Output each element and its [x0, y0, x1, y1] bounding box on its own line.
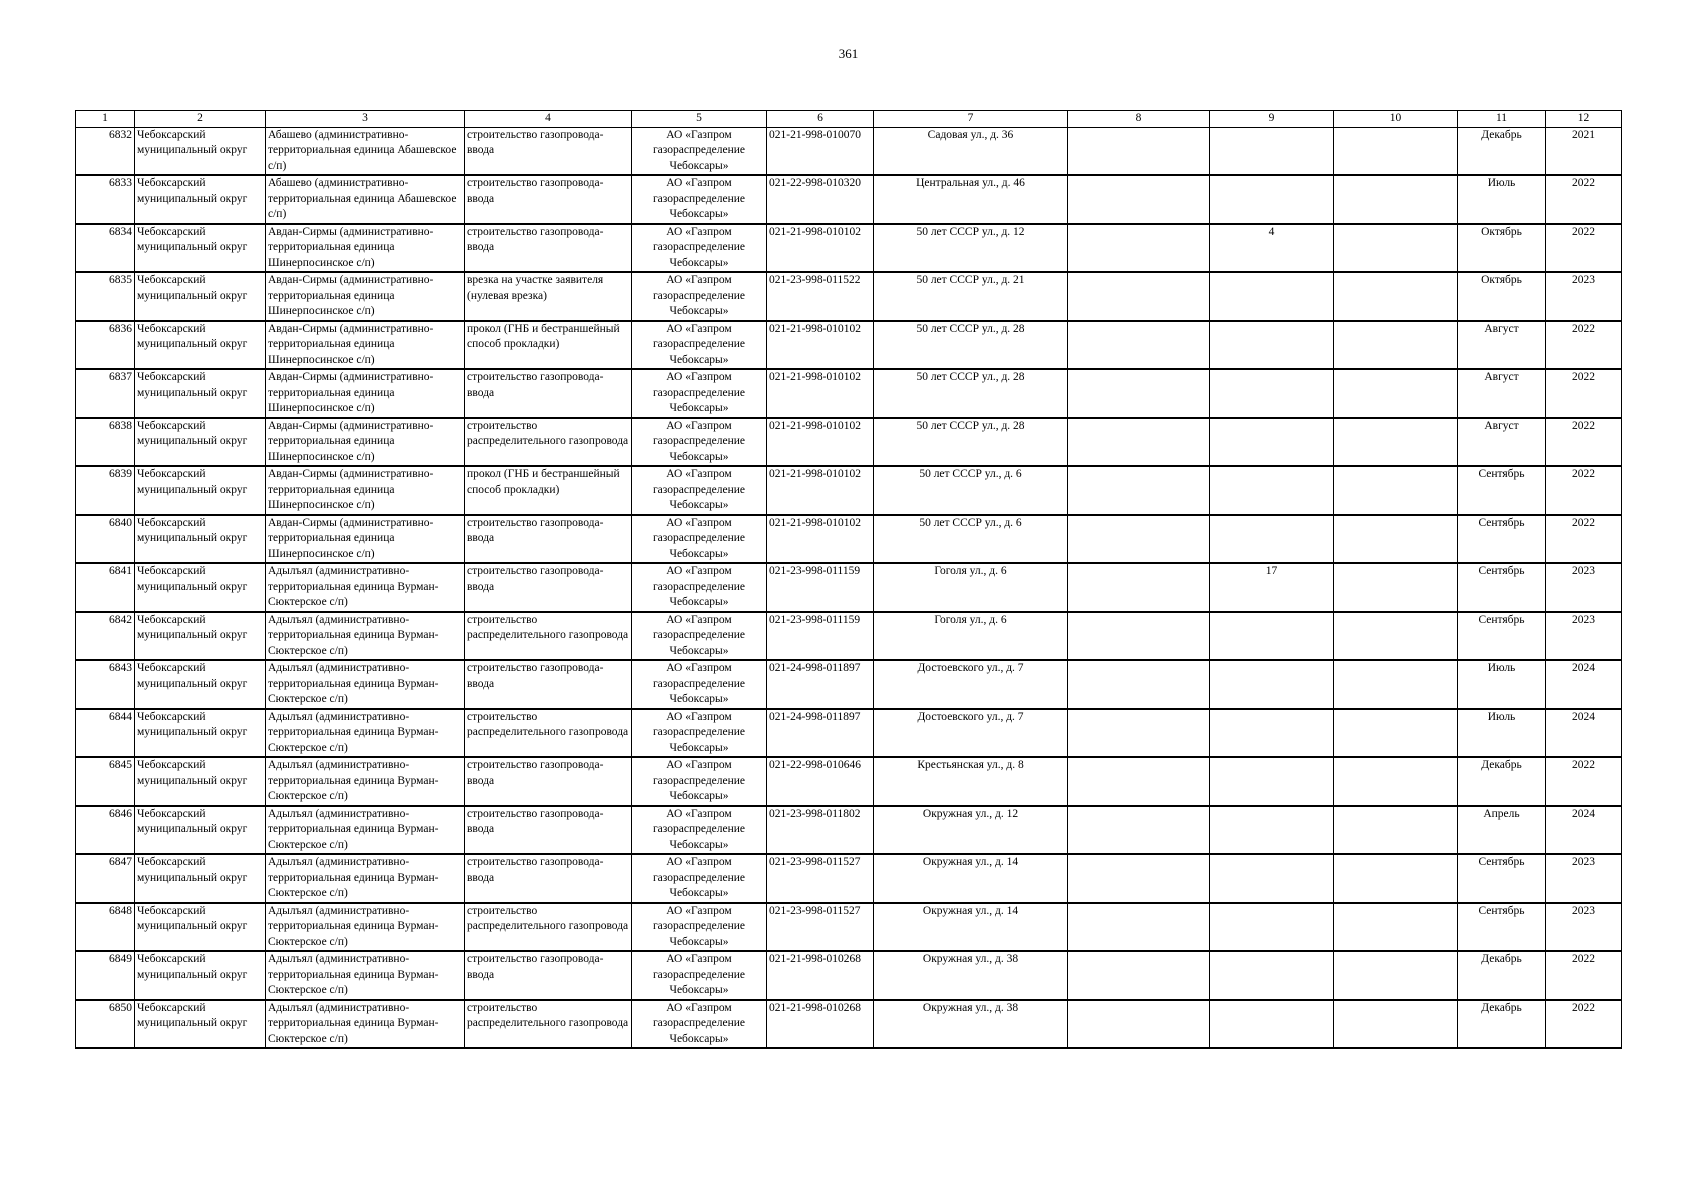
cell-organization: АО «Газпром газораспределение Чебоксары»	[632, 757, 767, 806]
cell-application-number: 021-24-998-011897	[767, 660, 874, 709]
cell-address: Окружная ул., д. 38	[874, 951, 1068, 1000]
cell-district: Чебоксарский муниципальный округ	[135, 127, 266, 175]
cell-settlement: Адылъял (административно-территориальная единица Вурман-Сюктерское с/п)	[266, 1000, 465, 1049]
cell-col-8	[1068, 806, 1210, 855]
cell-work-type: прокол (ГНБ и бестраншейный способ прокладки)	[465, 321, 632, 370]
data-table	[75, 110, 1622, 1049]
cell-address: 50 лет СССР ул., д. 6	[874, 515, 1068, 564]
cell-application-number: 021-23-998-011522	[767, 272, 874, 321]
cell-organization: АО «Газпром газораспределение Чебоксары»	[632, 854, 767, 903]
cell-row-number: 6849	[76, 951, 135, 1000]
cell-year: 2022	[1546, 515, 1622, 564]
cell-month: Август	[1458, 369, 1546, 418]
cell-district: Чебоксарский муниципальный округ	[135, 563, 266, 612]
cell-col-8	[1068, 224, 1210, 273]
cell-col-10	[1334, 709, 1458, 758]
cell-col-10	[1334, 418, 1458, 467]
cell-settlement: Авдан-Сирмы (административно-территориальная единица Шинерпосинское с/п)	[266, 272, 465, 321]
cell-month: Сентябрь	[1458, 515, 1546, 564]
cell-month: Апрель	[1458, 806, 1546, 855]
cell-col-10	[1334, 224, 1458, 273]
cell-month: Июль	[1458, 175, 1546, 224]
cell-address: Центральная ул., д. 46	[874, 175, 1068, 224]
cell-col-9: 17	[1210, 563, 1334, 612]
cell-organization: АО «Газпром газораспределение Чебоксары»	[632, 951, 767, 1000]
cell-year: 2023	[1546, 563, 1622, 612]
cell-work-type: строительство газопровода-ввода	[465, 757, 632, 806]
cell-col-8	[1068, 612, 1210, 661]
cell-col-9	[1210, 903, 1334, 952]
cell-year: 2022	[1546, 175, 1622, 224]
cell-address: 50 лет СССР ул., д. 12	[874, 224, 1068, 273]
cell-work-type: строительство распределительного газопровода	[465, 418, 632, 467]
cell-settlement: Адылъял (административно-территориальная единица Вурман-Сюктерское с/п)	[266, 612, 465, 661]
cell-month: Декабрь	[1458, 951, 1546, 1000]
cell-year: 2022	[1546, 418, 1622, 467]
table-row	[76, 1000, 1622, 1049]
column-header-8: 8	[1068, 111, 1210, 128]
cell-col-9	[1210, 127, 1334, 175]
cell-address: 50 лет СССР ул., д. 28	[874, 418, 1068, 467]
table-row	[76, 127, 1622, 175]
table-row	[76, 757, 1622, 806]
cell-col-8	[1068, 369, 1210, 418]
cell-col-10	[1334, 466, 1458, 515]
cell-address: Окружная ул., д. 38	[874, 1000, 1068, 1049]
cell-application-number: 021-23-998-011159	[767, 563, 874, 612]
cell-year: 2022	[1546, 1000, 1622, 1049]
cell-settlement: Адылъял (административно-территориальная единица Вурман-Сюктерское с/п)	[266, 563, 465, 612]
column-header-3: 3	[266, 111, 465, 128]
cell-col-10	[1334, 515, 1458, 564]
cell-row-number: 6844	[76, 709, 135, 758]
cell-application-number: 021-21-998-010102	[767, 321, 874, 370]
cell-application-number: 021-21-998-010102	[767, 369, 874, 418]
cell-settlement: Авдан-Сирмы (административно-территориальная единица Шинерпосинское с/п)	[266, 224, 465, 273]
cell-application-number: 021-21-998-010070	[767, 127, 874, 175]
cell-month: Июль	[1458, 709, 1546, 758]
cell-col-8	[1068, 418, 1210, 467]
cell-year: 2022	[1546, 369, 1622, 418]
cell-month: Август	[1458, 418, 1546, 467]
cell-year: 2023	[1546, 903, 1622, 952]
cell-district: Чебоксарский муниципальный округ	[135, 272, 266, 321]
cell-year: 2024	[1546, 660, 1622, 709]
cell-row-number: 6840	[76, 515, 135, 564]
cell-application-number: 021-21-998-010102	[767, 466, 874, 515]
table-body	[76, 127, 1622, 1048]
cell-row-number: 6839	[76, 466, 135, 515]
cell-month: Сентябрь	[1458, 563, 1546, 612]
cell-address: Гоголя ул., д. 6	[874, 612, 1068, 661]
cell-organization: АО «Газпром газораспределение Чебоксары»	[632, 466, 767, 515]
cell-row-number: 6846	[76, 806, 135, 855]
cell-row-number: 6848	[76, 903, 135, 952]
cell-address: 50 лет СССР ул., д. 28	[874, 369, 1068, 418]
header-row	[76, 111, 1622, 128]
cell-address: Достоевского ул., д. 7	[874, 660, 1068, 709]
cell-organization: АО «Газпром газораспределение Чебоксары»	[632, 660, 767, 709]
cell-district: Чебоксарский муниципальный округ	[135, 1000, 266, 1049]
column-header-6: 6	[767, 111, 874, 128]
table-row	[76, 224, 1622, 273]
cell-month: Август	[1458, 321, 1546, 370]
cell-settlement: Адылъял (административно-территориальная единица Вурман-Сюктерское с/п)	[266, 951, 465, 1000]
cell-col-8	[1068, 515, 1210, 564]
cell-application-number: 021-23-998-011159	[767, 612, 874, 661]
cell-district: Чебоксарский муниципальный округ	[135, 757, 266, 806]
cell-organization: АО «Газпром газораспределение Чебоксары»	[632, 127, 767, 175]
cell-col-9	[1210, 515, 1334, 564]
cell-col-10	[1334, 175, 1458, 224]
cell-col-10	[1334, 1000, 1458, 1049]
cell-col-9	[1210, 175, 1334, 224]
cell-month: Сентябрь	[1458, 854, 1546, 903]
cell-month: Октябрь	[1458, 224, 1546, 273]
cell-district: Чебоксарский муниципальный округ	[135, 951, 266, 1000]
table-row	[76, 272, 1622, 321]
cell-settlement: Адылъял (административно-территориальная единица Вурман-Сюктерское с/п)	[266, 660, 465, 709]
table-row	[76, 806, 1622, 855]
cell-settlement: Адылъял (административно-территориальная единица Вурман-Сюктерское с/п)	[266, 854, 465, 903]
cell-year: 2021	[1546, 127, 1622, 175]
cell-address: 50 лет СССР ул., д. 21	[874, 272, 1068, 321]
cell-work-type: строительство газопровода-ввода	[465, 175, 632, 224]
cell-district: Чебоксарский муниципальный округ	[135, 224, 266, 273]
cell-work-type: прокол (ГНБ и бестраншейный способ прокладки)	[465, 466, 632, 515]
cell-work-type: строительство газопровода-ввода	[465, 127, 632, 175]
cell-row-number: 6837	[76, 369, 135, 418]
cell-application-number: 021-23-998-011527	[767, 903, 874, 952]
cell-year: 2022	[1546, 224, 1622, 273]
column-header-5: 5	[632, 111, 767, 128]
table-row	[76, 903, 1622, 952]
cell-work-type: строительство распределительного газопровода	[465, 1000, 632, 1049]
cell-work-type: строительство газопровода-ввода	[465, 806, 632, 855]
cell-application-number: 021-21-998-010102	[767, 515, 874, 564]
cell-col-9	[1210, 709, 1334, 758]
cell-year: 2022	[1546, 466, 1622, 515]
cell-work-type: строительство газопровода-ввода	[465, 224, 632, 273]
cell-application-number: 021-21-998-010268	[767, 951, 874, 1000]
cell-col-9	[1210, 418, 1334, 467]
cell-col-10	[1334, 563, 1458, 612]
column-header-7: 7	[874, 111, 1068, 128]
cell-col-8	[1068, 951, 1210, 1000]
cell-col-8	[1068, 903, 1210, 952]
cell-organization: АО «Газпром газораспределение Чебоксары»	[632, 224, 767, 273]
cell-address: Окружная ул., д. 14	[874, 903, 1068, 952]
cell-row-number: 6835	[76, 272, 135, 321]
cell-district: Чебоксарский муниципальный округ	[135, 321, 266, 370]
cell-row-number: 6838	[76, 418, 135, 467]
cell-year: 2023	[1546, 272, 1622, 321]
cell-row-number: 6845	[76, 757, 135, 806]
cell-col-9	[1210, 321, 1334, 370]
cell-month: Декабрь	[1458, 127, 1546, 175]
cell-address: 50 лет СССР ул., д. 28	[874, 321, 1068, 370]
cell-col-9	[1210, 369, 1334, 418]
cell-col-10	[1334, 951, 1458, 1000]
cell-row-number: 6850	[76, 1000, 135, 1049]
cell-col-10	[1334, 806, 1458, 855]
cell-month: Сентябрь	[1458, 612, 1546, 661]
cell-col-9	[1210, 806, 1334, 855]
cell-col-8	[1068, 709, 1210, 758]
column-header-1: 1	[76, 111, 135, 128]
cell-row-number: 6841	[76, 563, 135, 612]
cell-year: 2024	[1546, 806, 1622, 855]
cell-month: Июль	[1458, 660, 1546, 709]
cell-settlement: Авдан-Сирмы (административно-территориальная единица Шинерпосинское с/п)	[266, 369, 465, 418]
cell-settlement: Абашево (административно-территориальная единица Абашевское с/п)	[266, 175, 465, 224]
cell-work-type: строительство газопровода-ввода	[465, 854, 632, 903]
cell-address: Крестьянская ул., д. 8	[874, 757, 1068, 806]
cell-col-9	[1210, 951, 1334, 1000]
cell-address: Садовая ул., д. 36	[874, 127, 1068, 175]
cell-settlement: Адылъял (административно-территориальная единица Вурман-Сюктерское с/п)	[266, 709, 465, 758]
cell-address: 50 лет СССР ул., д. 6	[874, 466, 1068, 515]
cell-district: Чебоксарский муниципальный округ	[135, 466, 266, 515]
cell-district: Чебоксарский муниципальный округ	[135, 515, 266, 564]
cell-col-8	[1068, 854, 1210, 903]
cell-address: Окружная ул., д. 14	[874, 854, 1068, 903]
cell-col-10	[1334, 854, 1458, 903]
column-header-10: 10	[1334, 111, 1458, 128]
cell-district: Чебоксарский муниципальный округ	[135, 709, 266, 758]
table-row	[76, 418, 1622, 467]
table-row	[76, 175, 1622, 224]
cell-col-8	[1068, 272, 1210, 321]
table-row	[76, 466, 1622, 515]
cell-organization: АО «Газпром газораспределение Чебоксары»	[632, 806, 767, 855]
cell-work-type: строительство распределительного газопровода	[465, 709, 632, 758]
cell-col-8	[1068, 563, 1210, 612]
column-header-4: 4	[465, 111, 632, 128]
cell-col-10	[1334, 127, 1458, 175]
cell-month: Октябрь	[1458, 272, 1546, 321]
cell-application-number: 021-22-998-010320	[767, 175, 874, 224]
cell-row-number: 6832	[76, 127, 135, 175]
cell-district: Чебоксарский муниципальный округ	[135, 175, 266, 224]
cell-work-type: строительство газопровода-ввода	[465, 951, 632, 1000]
cell-row-number: 6836	[76, 321, 135, 370]
cell-col-10	[1334, 321, 1458, 370]
cell-row-number: 6842	[76, 612, 135, 661]
cell-month: Сентябрь	[1458, 903, 1546, 952]
table-row	[76, 660, 1622, 709]
table-row	[76, 612, 1622, 661]
cell-organization: АО «Газпром газораспределение Чебоксары»	[632, 175, 767, 224]
table-row	[76, 321, 1622, 370]
cell-row-number: 6847	[76, 854, 135, 903]
cell-month: Сентябрь	[1458, 466, 1546, 515]
page-number: 361	[838, 46, 859, 61]
table-row	[76, 951, 1622, 1000]
cell-settlement: Авдан-Сирмы (административно-территориальная единица Шинерпосинское с/п)	[266, 418, 465, 467]
column-header-2: 2	[135, 111, 266, 128]
cell-application-number: 021-21-998-010102	[767, 224, 874, 273]
cell-col-9	[1210, 272, 1334, 321]
cell-col-10	[1334, 612, 1458, 661]
cell-month: Декабрь	[1458, 1000, 1546, 1049]
cell-settlement: Адылъял (административно-территориальная единица Вурман-Сюктерское с/п)	[266, 903, 465, 952]
column-header-11: 11	[1458, 111, 1546, 128]
cell-col-10	[1334, 369, 1458, 418]
cell-row-number: 6843	[76, 660, 135, 709]
cell-application-number: 021-24-998-011897	[767, 709, 874, 758]
cell-organization: АО «Газпром газораспределение Чебоксары»	[632, 612, 767, 661]
cell-col-9	[1210, 1000, 1334, 1049]
cell-row-number: 6833	[76, 175, 135, 224]
cell-address: Окружная ул., д. 12	[874, 806, 1068, 855]
column-header-9: 9	[1210, 111, 1334, 128]
cell-col-9	[1210, 466, 1334, 515]
cell-organization: АО «Газпром газораспределение Чебоксары»	[632, 563, 767, 612]
cell-application-number: 021-23-998-011527	[767, 854, 874, 903]
cell-address: Достоевского ул., д. 7	[874, 709, 1068, 758]
column-header-12: 12	[1546, 111, 1622, 128]
cell-year: 2022	[1546, 321, 1622, 370]
cell-settlement: Авдан-Сирмы (административно-территориальная единица Шинерпосинское с/п)	[266, 466, 465, 515]
cell-application-number: 021-23-998-011802	[767, 806, 874, 855]
cell-organization: АО «Газпром газораспределение Чебоксары»	[632, 1000, 767, 1049]
cell-application-number: 021-22-998-010646	[767, 757, 874, 806]
cell-work-type: строительство газопровода-ввода	[465, 563, 632, 612]
cell-organization: АО «Газпром газораспределение Чебоксары»	[632, 321, 767, 370]
cell-district: Чебоксарский муниципальный округ	[135, 418, 266, 467]
cell-settlement: Адылъял (административно-территориальная единица Вурман-Сюктерское с/п)	[266, 806, 465, 855]
cell-col-9	[1210, 854, 1334, 903]
cell-year: 2022	[1546, 757, 1622, 806]
cell-district: Чебоксарский муниципальный округ	[135, 660, 266, 709]
cell-row-number: 6834	[76, 224, 135, 273]
cell-work-type: строительство газопровода-ввода	[465, 369, 632, 418]
cell-district: Чебоксарский муниципальный округ	[135, 806, 266, 855]
cell-work-type: строительство распределительного газопровода	[465, 612, 632, 661]
table-row	[76, 563, 1622, 612]
cell-work-type: строительство газопровода-ввода	[465, 660, 632, 709]
cell-settlement: Абашево (административно-территориальная единица Абашевское с/п)	[266, 127, 465, 175]
cell-col-9	[1210, 612, 1334, 661]
cell-organization: АО «Газпром газораспределение Чебоксары»	[632, 709, 767, 758]
cell-col-10	[1334, 903, 1458, 952]
cell-year: 2023	[1546, 612, 1622, 661]
cell-organization: АО «Газпром газораспределение Чебоксары»	[632, 369, 767, 418]
table-row	[76, 854, 1622, 903]
cell-col-9	[1210, 660, 1334, 709]
cell-year: 2022	[1546, 951, 1622, 1000]
cell-organization: АО «Газпром газораспределение Чебоксары»	[632, 903, 767, 952]
cell-district: Чебоксарский муниципальный округ	[135, 903, 266, 952]
table-row	[76, 515, 1622, 564]
cell-month: Декабрь	[1458, 757, 1546, 806]
cell-application-number: 021-21-998-010102	[767, 418, 874, 467]
cell-organization: АО «Газпром газораспределение Чебоксары»	[632, 515, 767, 564]
cell-district: Чебоксарский муниципальный округ	[135, 369, 266, 418]
cell-work-type: врезка на участке заявителя (нулевая врезка)	[465, 272, 632, 321]
cell-col-10	[1334, 660, 1458, 709]
cell-year: 2023	[1546, 854, 1622, 903]
cell-district: Чебоксарский муниципальный округ	[135, 854, 266, 903]
cell-col-8	[1068, 321, 1210, 370]
table-row	[76, 709, 1622, 758]
cell-col-10	[1334, 757, 1458, 806]
cell-col-9	[1210, 757, 1334, 806]
cell-organization: АО «Газпром газораспределение Чебоксары»	[632, 272, 767, 321]
cell-address: Гоголя ул., д. 6	[874, 563, 1068, 612]
cell-settlement: Авдан-Сирмы (административно-территориальная единица Шинерпосинское с/п)	[266, 515, 465, 564]
cell-work-type: строительство распределительного газопровода	[465, 903, 632, 952]
cell-col-8	[1068, 660, 1210, 709]
cell-col-9: 4	[1210, 224, 1334, 273]
cell-year: 2024	[1546, 709, 1622, 758]
cell-settlement: Адылъял (административно-территориальная единица Вурман-Сюктерское с/п)	[266, 757, 465, 806]
cell-col-8	[1068, 1000, 1210, 1049]
cell-organization: АО «Газпром газораспределение Чебоксары»	[632, 418, 767, 467]
cell-settlement: Авдан-Сирмы (административно-территориальная единица Шинерпосинское с/п)	[266, 321, 465, 370]
cell-col-8	[1068, 175, 1210, 224]
cell-application-number: 021-21-998-010268	[767, 1000, 874, 1049]
cell-work-type: строительство газопровода-ввода	[465, 515, 632, 564]
table-row	[76, 369, 1622, 418]
cell-col-8	[1068, 127, 1210, 175]
cell-col-10	[1334, 272, 1458, 321]
cell-col-8	[1068, 466, 1210, 515]
cell-district: Чебоксарский муниципальный округ	[135, 612, 266, 661]
cell-col-8	[1068, 757, 1210, 806]
